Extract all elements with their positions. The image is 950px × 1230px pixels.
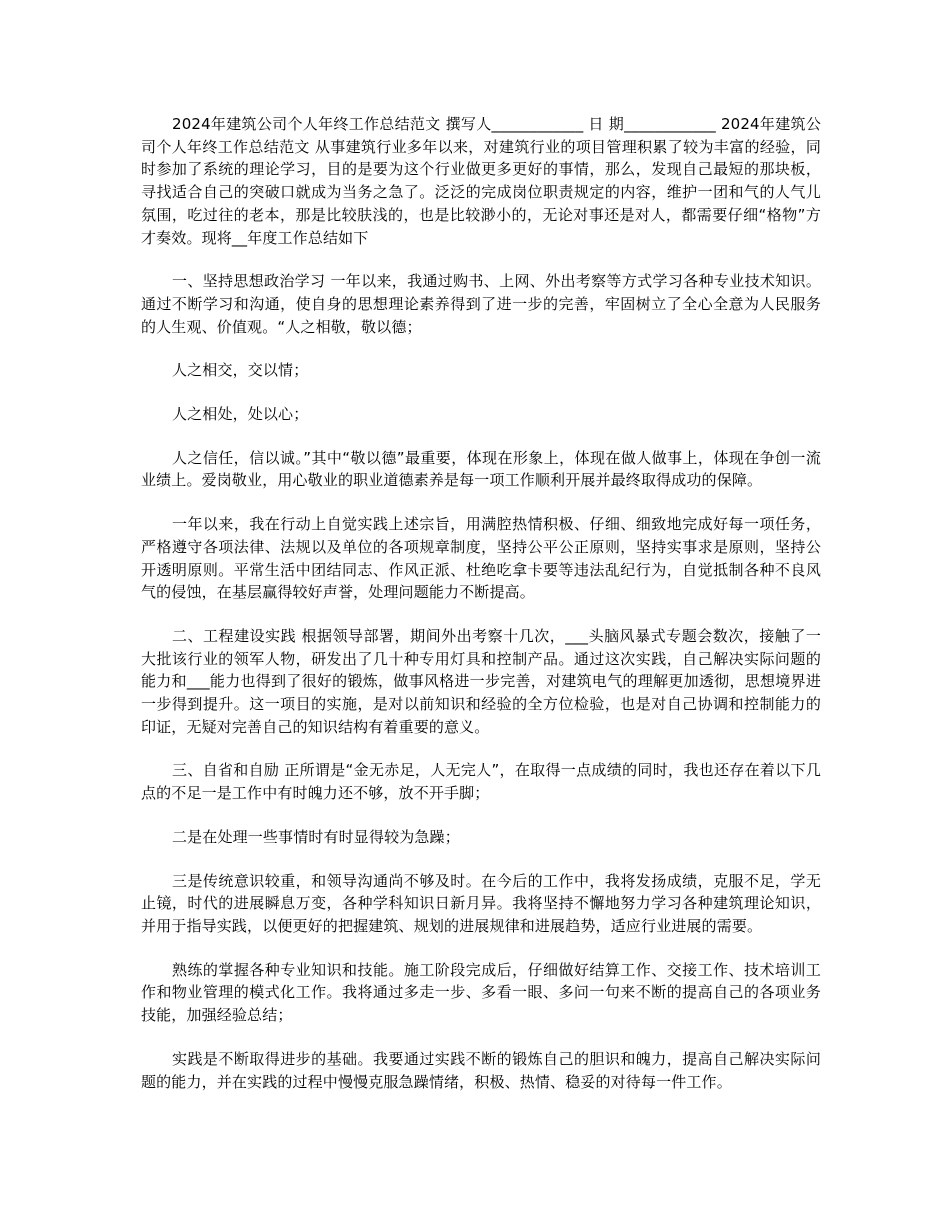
shortcoming-paragraph: 三是传统意识较重，和领导沟通尚不够及时。在今后的工作中，我将发扬成绩，克服不足，学无止镜，时代的进展瞬息万变，各种学科知识日新月异。我将坚持不懈地努力学习各种建筑理论知识，并用于指导实践，以便更好的把握建筑、规划的进展规律和进展趋势，适应行业进展的需要。 <box>141 871 821 935</box>
quote-conclusion-paragraph: 人之信任，信以诚。”其中“敬以德”最重要，体现在形象上，体现在做人做事上，体现在争创一流业绩上。爱岗敬业，用心敬业的职业道德素养是每一项工作顺利开展并最终取得成功的保障。 <box>141 448 821 490</box>
closing-paragraph: 实践是不断取得进步的基础。我要通过实践不断的锻炼自己的胆识和魄力，提高自己解决实际问题的能力，并在实践的过程中慢慢克服急躁情绪，积极、热情、稳妥的对待每一件工作。 <box>141 1049 821 1091</box>
quote-line-paragraph: 人之相处，处以心； <box>172 405 309 424</box>
intro-paragraph: 2024年建筑公司个人年终工作总结范文 撰写人____________ 日 期____________ 2024年建筑公司个人年终工作总结范文 从事建筑行业多年以来，对建筑行业的项目管理积累了较为丰富的经验，同时参加了系统的理论学习，目的是要为这个行业做更多更好的事情，那么，发现自己最短的那块板，寻找适合自己的突破口就成为当务之急了。泛泛的完成岗位职责规定的内容，维护一团和气的人气儿氛围，吃过往的老本，那是比较肤浅的，也是比较渺小的，无论对事还是对人，都需要仔细“格物”方才奏效。现将__年度工作总结如下 <box>141 115 821 247</box>
shortcoming-paragraph: 二是在处理一些事情时有时显得较为急躁； <box>172 827 460 846</box>
skills-paragraph: 熟练的掌握各种专业知识和技能。施工阶段完成后，仔细做好结算工作、交接工作、技术培训工作和物业管理的模式化工作。我将通过多走一步、多看一眼、多问一句来不断的提高自己的各项业务技能，加强经验总结； <box>141 960 821 1025</box>
section-engineering-practice-paragraph: 二、工程建设实践 根据领导部署，期间外出考察十几次，___头脑风暴式专题会数次，接触了一大批该行业的领军人物，研发出了几十种专用灯具和控制产品。通过这次实践，自己解决实际问题的能力和___能力也得到了很好的锻炼，做事风格进一步完善，对建筑电气的理解更加透彻，思想境界进一步得到提升。这一项目的实施，是对以前知识和经验的全方位检验，也是对自己协调和控制能力的印证，无疑对完善自己的知识结构有着重要的意义。 <box>141 626 821 736</box>
section-political-study-paragraph: 一、坚持思想政治学习 一年以来，我通过购书、上网、外出考察等方式学习各种专业技术知识。通过不断学习和沟通，使自身的思想理论素养得到了进一步的完善，牢固树立了全心全意为人民服务的人生观、价值观。“人之相敬，敬以德； <box>141 272 821 336</box>
quote-line-paragraph: 人之相交，交以情； <box>172 361 309 380</box>
section-self-reflection-paragraph: 三、自省和自励 正所谓是“金无赤足，人无完人”，在取得一点成绩的同时，我也还存在着以下几点的不足一是工作中有时魄力还不够，放不开手脚； <box>141 761 821 803</box>
practice-paragraph: 一年以来，我在行动上自觉实践上述宗旨，用满腔热情积极、仔细、细致地完成好每一项任务，严格遵守各项法律、法规以及单位的各项规章制度，坚持公平公正原则，坚持实事求是原则，坚持公开透明原则。平常生活中团结同志、作风正派、杜绝吃拿卡要等违法乱纪行为，自觉抵制各种不良风气的侵蚀，在基层赢得较好声誉，处理问题能力不断提高。 <box>141 515 821 602</box>
document-page <box>141 113 821 1114</box>
